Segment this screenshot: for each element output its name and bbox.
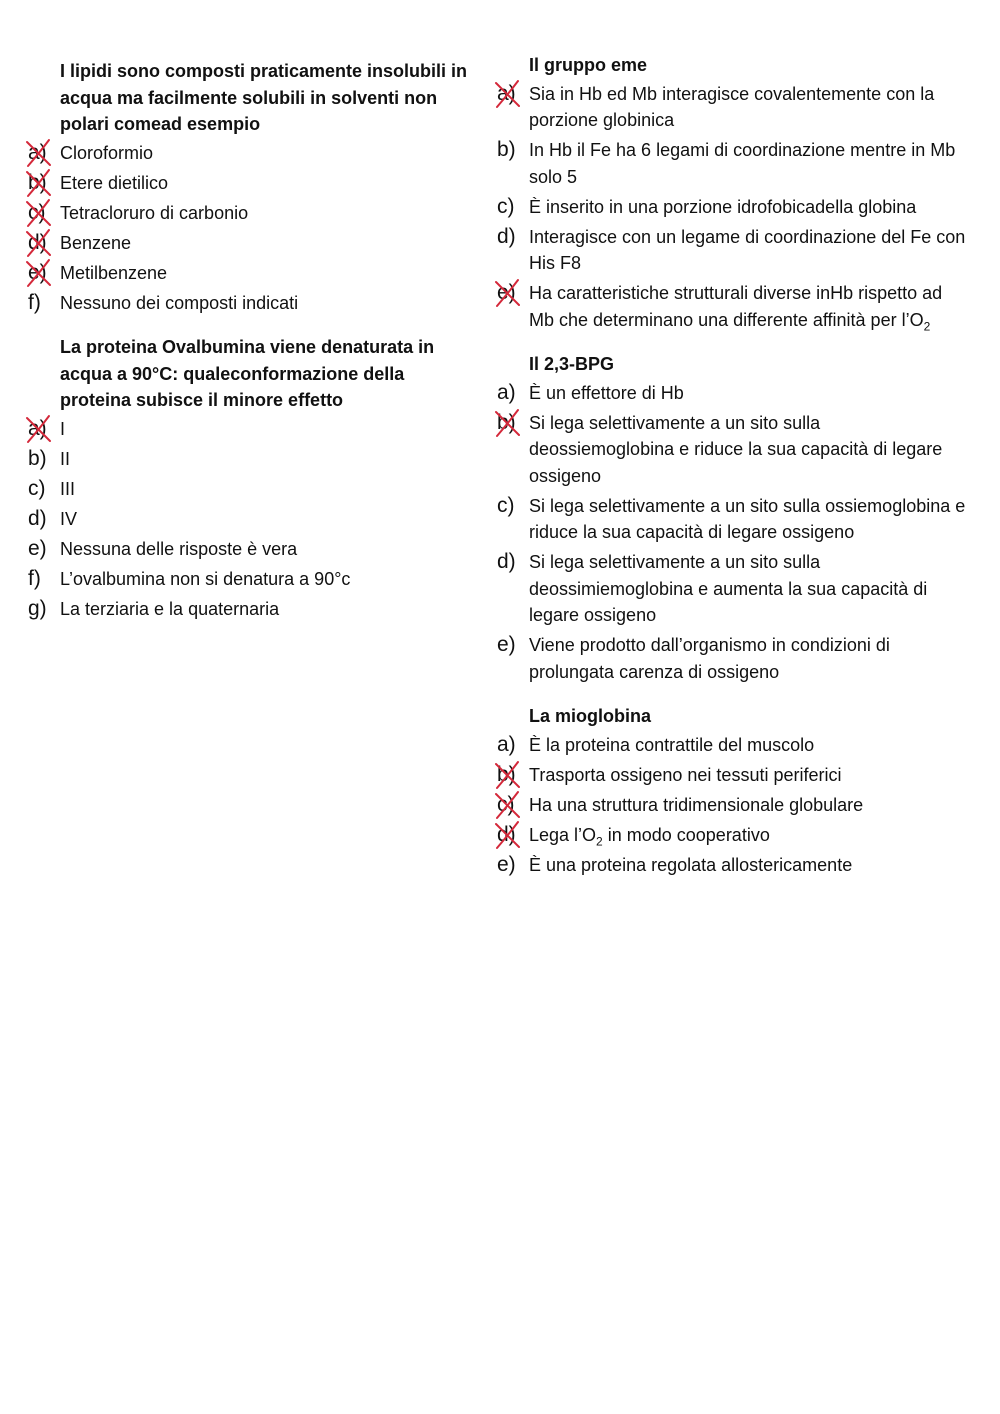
option-text: La terziaria e la quaternaria [60, 598, 280, 619]
option-letter: d) [28, 506, 47, 530]
option-letter: e) [28, 260, 47, 284]
option-letter: g) [28, 596, 47, 620]
option-letter: c) [497, 194, 515, 218]
answer-option [28, 476, 468, 503]
option-letter: c) [28, 476, 46, 500]
question-block [497, 703, 967, 878]
question-title: La mioglobina [529, 706, 652, 726]
option-text: II [60, 448, 71, 469]
question-title: La proteina Ovalbumina viene denaturata in acqua a 90°C: qualeconformazione della proteina subisce il minore effetto [60, 337, 435, 410]
option-text: Si lega selettivamente a un sito sulla deossimiemoglobina e aumenta la sua capacità di legare ossigeno [529, 552, 928, 625]
option-text: Lega l’O [529, 824, 597, 845]
option-text: I [60, 418, 66, 439]
question-block [28, 58, 468, 316]
answer-option [497, 822, 967, 849]
answer-option [28, 260, 468, 287]
option-text: Sia in Hb ed Mb interagisce covalentemente con la porzione globinica [529, 83, 935, 130]
answer-option [28, 170, 468, 197]
answer-option [497, 81, 967, 134]
answer-option [497, 137, 967, 190]
question-block [28, 334, 468, 622]
subscript: 2 [923, 319, 931, 334]
option-text: Benzene [60, 232, 132, 253]
option-letter: f) [28, 566, 41, 590]
answer-option [28, 200, 468, 227]
answer-option [28, 506, 468, 533]
answer-option [497, 852, 967, 879]
subscript: 2 [596, 834, 603, 849]
answer-option [497, 762, 967, 789]
answer-option [28, 536, 468, 563]
option-text: È un effettore di Hb [529, 382, 684, 403]
option-text: Si lega selettivamente a un sito sulla ossiemoglobina e riduce la sua capacità di legare ossigeno [529, 495, 966, 542]
option-text: Viene prodotto dall’organismo in condizioni di prolungata carenza di ossigeno [529, 635, 890, 682]
option-text: È la proteina contrattile del muscolo [529, 734, 815, 755]
answer-option [28, 446, 468, 473]
option-text-continued: in modo cooperativo [602, 824, 770, 845]
answer-option [497, 194, 967, 221]
option-text: Interagisce con un legame di coordinazione del Fe con His F8 [529, 226, 966, 273]
option-text: Ha una struttura tridimensionale globulare [529, 794, 864, 815]
option-text: Cloroformio [60, 142, 154, 163]
option-text: Ha caratteristiche strutturali diverse inHb rispetto ad Mb che determinano una differente affinità per l’O [529, 283, 943, 330]
option-letter: b) [28, 446, 47, 470]
question-block [497, 52, 967, 333]
option-text: IV [60, 508, 78, 529]
answer-option [28, 230, 468, 257]
option-letter: e) [497, 852, 516, 876]
option-letter: d) [497, 822, 516, 846]
answer-option [497, 632, 967, 685]
answer-option [497, 549, 967, 629]
answer-option [28, 596, 468, 623]
option-text: Nessuno dei composti indicati [60, 292, 299, 313]
answer-option [497, 410, 967, 490]
option-text: Si lega selettivamente a un sito sulla deossiemoglobina e riduce la sua capacità di legare ossigeno [529, 412, 943, 486]
answer-option [497, 493, 967, 546]
answer-option [497, 732, 967, 759]
option-letter: e) [497, 633, 516, 656]
option-letter: b) [497, 410, 516, 434]
option-text: In Hb il Fe ha 6 legami di coordinazione mentre in Mb solo 5 [529, 140, 956, 187]
answer-option [497, 224, 967, 277]
option-letter: c) [497, 493, 515, 517]
option-letter: a) [497, 732, 516, 756]
right-column [497, 52, 967, 896]
answer-option [28, 566, 468, 593]
option-letter: f) [28, 290, 41, 314]
option-letter: b) [497, 762, 516, 786]
option-text: III [60, 478, 76, 499]
question-title: Il 2,3-BPG [529, 354, 615, 374]
option-text: L’ovalbumina non si denatura a 90°c [60, 568, 351, 589]
option-letter: a) [28, 416, 47, 440]
option-letter: e) [28, 536, 47, 560]
option-letter: d) [497, 550, 516, 573]
option-letter: d) [28, 230, 47, 254]
option-letter: c) [28, 200, 46, 224]
option-letter: d) [497, 224, 516, 248]
option-text: È inserito in una porzione idrofobicadella globina [529, 196, 917, 217]
option-text: Metilbenzene [60, 262, 168, 283]
question-title: Il gruppo eme [529, 55, 648, 75]
question-title: I lipidi sono composti praticamente insolubili in acqua ma facilmente solubili in solventi non polari comead esempio [60, 61, 468, 134]
answer-option [497, 792, 967, 819]
left-column [28, 58, 468, 640]
answer-option [497, 380, 967, 407]
option-text: Nessuna delle risposte è vera [60, 538, 298, 559]
answer-option [497, 280, 967, 333]
answer-option [28, 290, 468, 317]
option-text: Tetracloruro di carbonio [60, 202, 249, 223]
question-block [497, 351, 967, 685]
option-letter: a) [28, 140, 47, 164]
answer-option [28, 140, 468, 167]
option-letter: b) [497, 138, 516, 161]
option-text: Etere dietilico [60, 172, 169, 193]
answer-option [28, 416, 468, 443]
option-letter: a) [497, 81, 516, 105]
option-letter: a) [497, 380, 516, 404]
option-letter: e) [497, 281, 516, 304]
option-letter: b) [28, 170, 47, 194]
option-text: Trasporta ossigeno nei tessuti periferici [529, 764, 842, 785]
option-letter: c) [497, 792, 515, 816]
option-text: È una proteina regolata allostericamente [529, 854, 853, 875]
